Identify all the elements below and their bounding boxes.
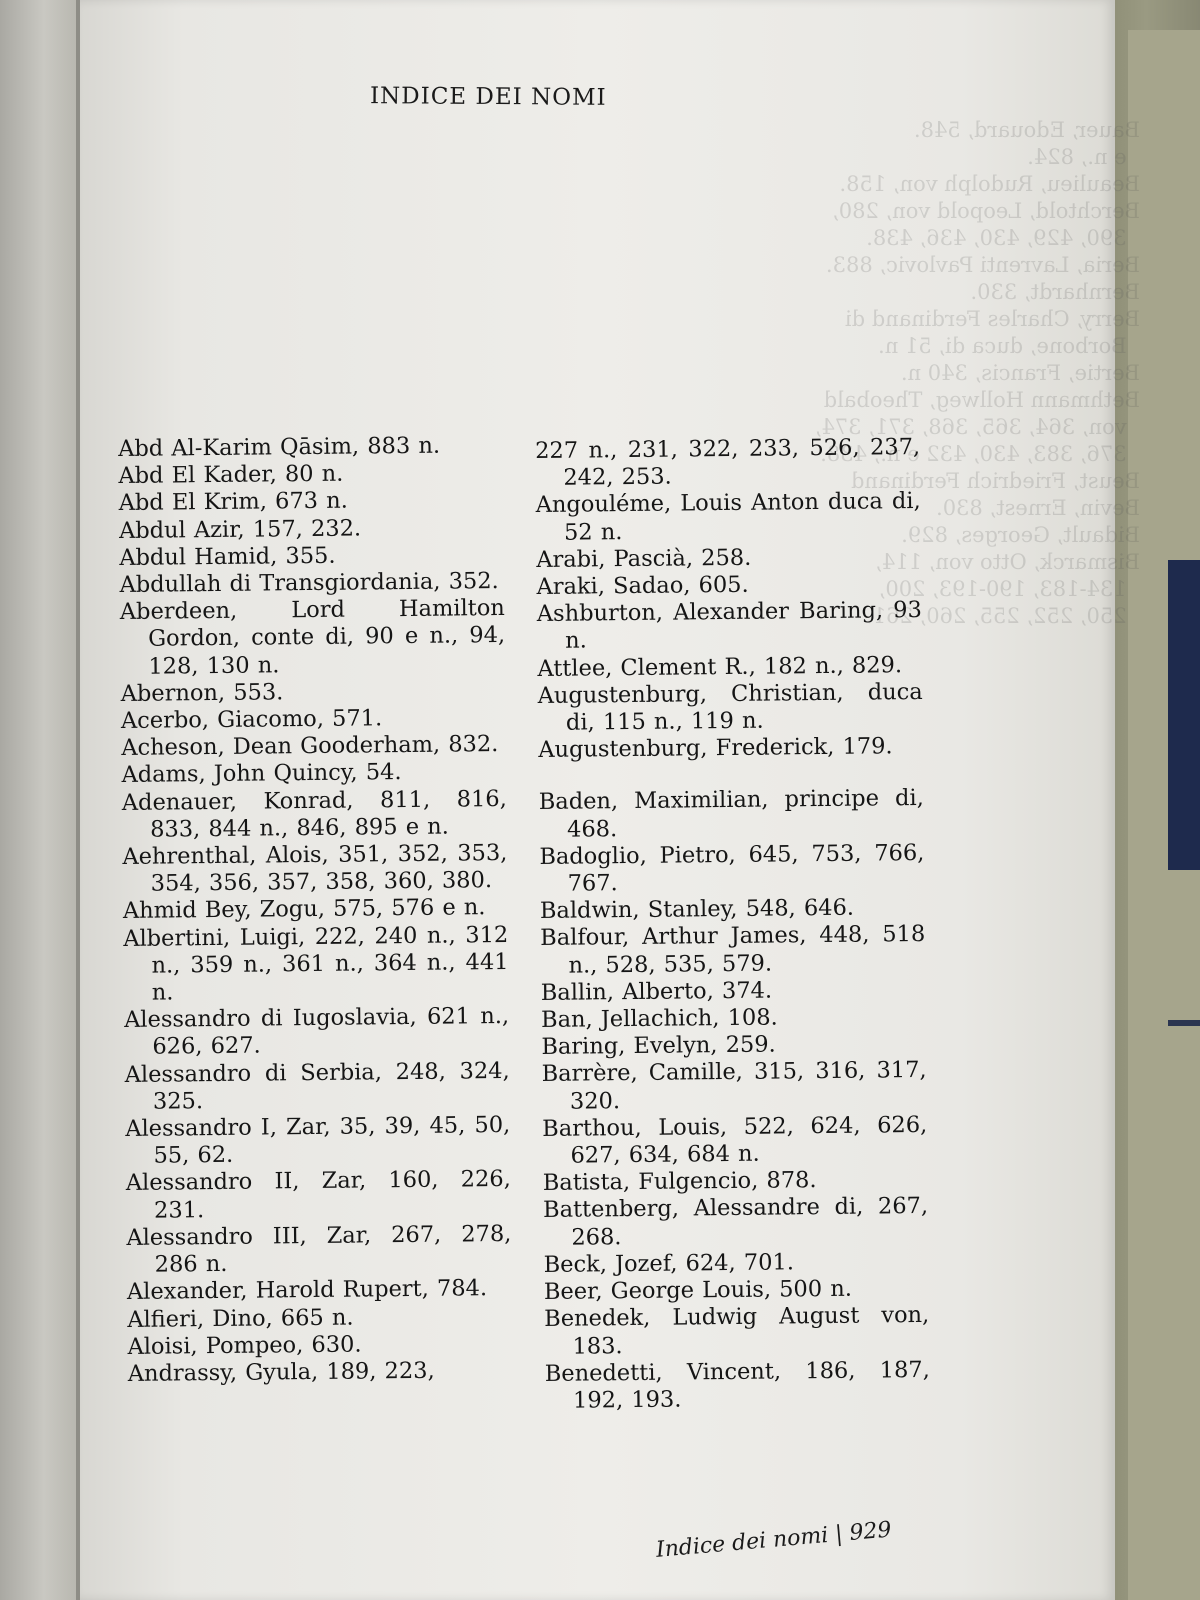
index-entry: Battenberg, Alessandre di, 267, 268. xyxy=(542,1193,929,1251)
page-title: INDICE DEI NOMI xyxy=(369,83,607,111)
index-entry: Alessandro di Iugoslavia, 621 n., 626, 627. xyxy=(123,1003,510,1061)
index-entry: Augustenburg, Frederick, 179. xyxy=(538,733,893,764)
index-entry: Ahmid Bey, Zogu, 575, 576 e n. xyxy=(122,894,486,925)
facing-page-edge xyxy=(0,0,80,1600)
index-entry: Abdullah di Transgiordania, 352. xyxy=(119,568,499,599)
index-entry: Angouléme, Louis Anton duca di, 52 n. xyxy=(535,488,921,546)
index-entry: Batista, Fulgencio, 878. xyxy=(542,1167,817,1197)
index-entry: Badoglio, Pietro, 645, 753, 766, 767. xyxy=(539,839,925,897)
index-entry: Attlee, Clement R., 182 n., 829. xyxy=(537,651,903,682)
index-entry: Alessandro II, Zar, 160, 226, 231. xyxy=(125,1166,511,1224)
running-footer: Indice dei nomi | 929 xyxy=(655,1517,893,1563)
index-entry: Albertini, Luigi, 222, 240 n., 312 n., 359 n., 361 n., 364 n., 441 n. xyxy=(123,921,509,1006)
index-entry: Andrassy, Gyula, 189, 223, xyxy=(127,1357,435,1387)
index-entry: Beck, Jozef, 624, 701. xyxy=(543,1249,795,1278)
index-entry: Beer, George Louis, 500 n. xyxy=(543,1275,853,1306)
index-entry: Alessandro III, Zar, 267, 278, 286 n. xyxy=(126,1220,512,1278)
index-entry: Alexander, Harold Rupert, 784. xyxy=(126,1275,488,1306)
index-entry: Baring, Evelyn, 259. xyxy=(541,1031,776,1061)
index-entry: Alessandro I, Zar, 35, 39, 45, 50, 55, 62. xyxy=(125,1112,511,1169)
index-entry: Ban, Jellachich, 108. xyxy=(540,1004,778,1034)
index-entry: Acerbo, Giacomo, 571. xyxy=(120,705,383,735)
index-entry: Benedek, Ludwig August von, 183. xyxy=(544,1302,930,1360)
index-entry: Abd Al-Karim Qāsim, 883 n. xyxy=(118,432,441,462)
index-entry: Ballin, Alberto, 374. xyxy=(540,977,773,1006)
index-entry: Augustenburg, Christian, duca di, 115 n., 119 n. xyxy=(537,678,923,736)
index-entry: Barrère, Camille, 315, 316, 317, 320. xyxy=(541,1057,927,1115)
index-entry: Benedetti, Vincent, 186, 187, 192, 193. xyxy=(544,1356,930,1414)
index-entry: Baden, Maximilian, principe di, 468. xyxy=(538,785,924,843)
index-group-a-continued xyxy=(535,434,923,764)
index-entry: Abd El Krim, 673 n. xyxy=(118,488,348,517)
index-entry: Acheson, Dean Gooderham, 832. xyxy=(121,731,499,762)
index-group-b xyxy=(539,785,931,1415)
index-entry: Balfour, Arthur James, 448, 518 n., 528, 535, 579. xyxy=(540,921,926,979)
index-column-right xyxy=(535,434,930,1415)
index-entry: Abdul Hamid, 355. xyxy=(119,542,336,571)
show-through-text: Bauer, Edouard, 548. e n., 824. Beaulieu, Rudolph von, 158. Berchtold, Leopold von, 280, 390, 429, 430, 436, 438. Beria, Lavrenti Pavlovic, 883. Bernhardt, 330. Berry, Charles Ferdinand di Borbone, duca di, 51 n. Bertie, Francis, 340 n. Bethmann Hollweg, Theobald von, 364, 365, 368, 371, 374, 376, 383, 430, 432 e n., 438. Beust, Friedrich Ferdinand Bevin, Ernest, 830. Bidault, Georges, 829. Bismarck, Otto von, 114, 134-183, 190-193, 200, 250, 252, 255, 260, 261. xyxy=(814,118,1140,628)
cover-label xyxy=(1168,560,1200,870)
index-entry: 227 n., 231, 322, 233, 526, 237, 242, 253. xyxy=(535,433,921,491)
index-entry: Abernon, 553. xyxy=(120,679,284,707)
index-entry: Adams, John Quincy, 54. xyxy=(121,759,402,789)
cover-stripe xyxy=(1168,1020,1200,1026)
index-entry: Aberdeen, Lord Hamilton Gordon, conte di, 90 e n., 94, 128, 130 n. xyxy=(119,595,506,680)
index-entry: Abd El Kader, 80 n. xyxy=(118,460,344,490)
index-entry: Aehrenthal, Alois, 351, 352, 353, 354, 356, 357, 358, 360, 380. xyxy=(122,839,508,897)
index-entry: Adenauer, Konrad, 811, 816, 833, 844 n., 846, 895 e n. xyxy=(121,785,507,843)
index-entry: Barthou, Louis, 522, 624, 626, 627, 634, 684 n. xyxy=(542,1111,928,1169)
index-entry: Alfieri, Dino, 665 n. xyxy=(127,1304,354,1333)
index-entry: Alessandro di Serbia, 248, 324, 325. xyxy=(124,1057,510,1115)
index-entry: Aloisi, Pompeo, 630. xyxy=(127,1331,362,1360)
index-entry: Araki, Sadao, 605. xyxy=(536,571,749,601)
index-entry: Abdul Azir, 157, 232. xyxy=(118,515,362,544)
index-entry: Baldwin, Stanley, 548, 646. xyxy=(539,894,855,925)
index-entry: Ashburton, Alexander Baring, 93 n. xyxy=(536,597,922,655)
index-column-left xyxy=(118,432,513,1388)
index-entry: Arabi, Pascià, 258. xyxy=(536,544,752,573)
